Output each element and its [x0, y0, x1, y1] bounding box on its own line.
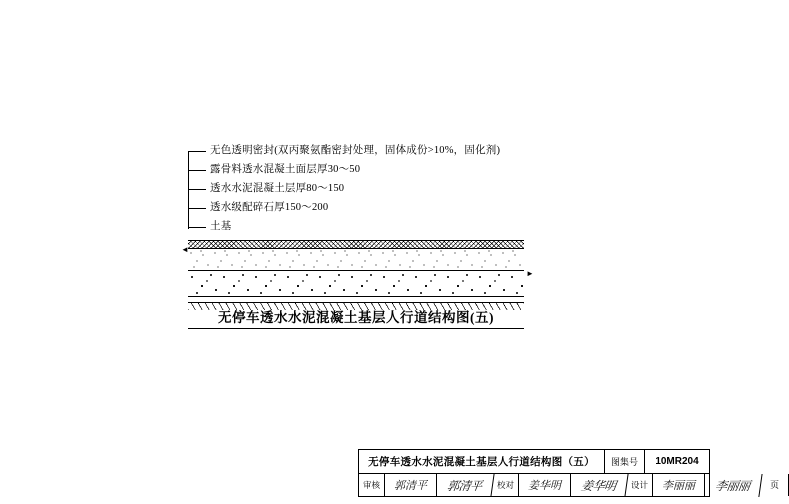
- leader-line-icon: [188, 170, 206, 171]
- page-label: 页: [761, 474, 789, 497]
- leader-line-icon: [188, 208, 206, 209]
- drawing-name: 无停车透水水泥混凝土基层人行道结构图（五）: [359, 450, 605, 473]
- design-label: 设计: [627, 474, 653, 497]
- review-signature: 郭清平: [435, 474, 494, 497]
- leader-line-icon: [188, 151, 206, 152]
- review-label: 审核: [359, 474, 385, 497]
- callout-row: [188, 161, 548, 180]
- callout-row: [188, 218, 548, 237]
- check-signature: 姜华明: [569, 474, 628, 497]
- title-block: [358, 449, 779, 497]
- figure-title: 无停车透水水泥混凝土基层人行道结构图(五): [188, 306, 524, 329]
- layer-callouts: [188, 142, 548, 237]
- design-name: 李丽丽: [653, 474, 705, 497]
- left-dimension-arrow-icon: ◄: [181, 245, 189, 254]
- leader-line-icon: [188, 189, 206, 190]
- atlas-code-label: 图集号: [605, 450, 645, 473]
- layer-label: 透水水泥混凝土层厚80～150: [210, 183, 345, 195]
- atlas-code-value: 10MR204: [655, 455, 699, 467]
- check-label: 校对: [493, 474, 519, 497]
- right-dimension-arrow-icon: ►: [526, 269, 534, 278]
- layer-label: 无色透明密封(双丙聚氨酯密封处理，固体成份>10%，固化剂): [210, 145, 501, 157]
- callout-row: [188, 199, 548, 218]
- layer-graded-crushed-stone: [188, 271, 524, 297]
- layer-label: 露骨料透水混凝土面层厚30～50: [210, 164, 361, 176]
- pavement-section: [181, 240, 534, 310]
- title-block-top-row: [359, 450, 709, 474]
- design-signature: 李丽丽: [703, 474, 762, 497]
- layer-sealed-surface: [188, 240, 524, 249]
- layer-label: 透水级配碎石厚150～200: [210, 202, 329, 214]
- leader-line-icon: [188, 227, 206, 228]
- callout-row: [188, 142, 548, 161]
- title-block-bottom-row: [359, 474, 779, 497]
- layer-exposed-aggregate-concrete: [188, 249, 524, 271]
- check-name: 姜华明: [519, 474, 571, 497]
- callout-row: [188, 180, 548, 199]
- layer-label: 土基: [210, 221, 232, 233]
- review-name: 郭清平: [385, 474, 437, 497]
